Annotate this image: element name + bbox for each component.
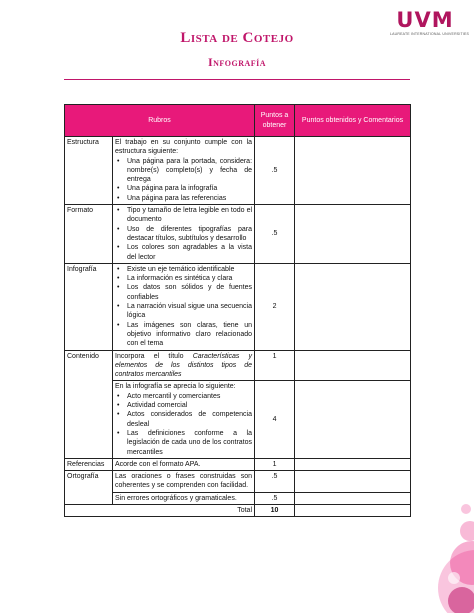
page-title: [0, 30, 474, 47]
table-row: [65, 263, 411, 350]
referencias-desc: Acorde con el formato APA.: [113, 458, 255, 470]
list-item: • La información es sintética y clara: [127, 274, 252, 283]
infografia-list: [115, 265, 252, 349]
decor-petal: [461, 504, 471, 514]
total-blank: [65, 504, 113, 516]
list-item: • Acto mercantil y comerciantes: [127, 392, 252, 401]
contenido-comments-1[interactable]: [295, 350, 411, 381]
total-comments[interactable]: [295, 504, 411, 516]
contenido-italic-title: Características y elementos de los distintos tipos de contratos mercantiles: [115, 352, 253, 379]
contenido-points-2: 4: [255, 381, 295, 458]
header-puntos: Puntos a obtener: [255, 105, 295, 137]
category-estructura: Estructura: [65, 137, 113, 205]
list-item: • Una página para la portada, considera: nombre(s) completo(s) y fecha de entrega: [127, 157, 252, 185]
formato-desc: [113, 205, 255, 264]
list-item: • Los colores son agradables a la vista del lector: [127, 243, 252, 262]
contenido-prefix: Incorpora el título: [115, 352, 193, 360]
list-item: • Una página para las referencias: [127, 194, 252, 203]
decor-petal: [460, 521, 474, 541]
list-item: • Actos considerados de competencia desleal: [127, 410, 252, 429]
formato-comments[interactable]: [295, 205, 411, 264]
table-row: [65, 205, 411, 264]
total-points: 10: [255, 504, 295, 516]
table-row: [65, 137, 411, 205]
contenido-desc-2: [113, 381, 255, 458]
estructura-intro: El trabajo en su conjunto cumple con la estructura siguiente:: [115, 139, 253, 156]
category-infografia: Infografía: [65, 263, 113, 350]
list-item: • Las imágenes son claras, tiene un objetivo informativo claro relacionado con el tema: [127, 321, 252, 349]
ortografia-desc-1: Las oraciones o frases construidas son coherentes y se comprenden con facilidad.: [113, 471, 255, 493]
list-item: • Existe un eje temático identificable: [127, 265, 252, 274]
contenido-intro: En la infografía se aprecia lo siguiente:: [115, 383, 236, 391]
table-row: [65, 350, 411, 381]
infografia-desc: [113, 263, 255, 350]
list-item: • Una página para la infografía: [127, 184, 252, 193]
contenido-desc-1: [113, 350, 255, 381]
header-rubros: Rubros: [65, 105, 255, 137]
ortografia-desc-2: Sin errores ortográficos y gramaticales.: [113, 492, 255, 504]
total-row: [65, 504, 411, 516]
page-subtitle: [0, 55, 474, 70]
estructura-points: .5: [255, 137, 295, 205]
formato-list: [115, 206, 252, 262]
table-row: [65, 458, 411, 470]
infografia-points: 2: [255, 263, 295, 350]
list-item: • Tipo y tamaño de letra legible en todo el documento: [127, 206, 252, 225]
total-label: Total: [113, 504, 255, 516]
ortografia-comments-2[interactable]: [295, 492, 411, 504]
category-referencias: Referencias: [65, 458, 113, 470]
contenido-list: [115, 392, 252, 457]
infografia-comments[interactable]: [295, 263, 411, 350]
estructura-desc: [113, 137, 255, 205]
estructura-comments[interactable]: [295, 137, 411, 205]
table-row: [65, 471, 411, 493]
category-contenido: Contenido: [65, 350, 113, 458]
logo-text: UVM: [396, 8, 454, 32]
decorative-flower-graphic: [414, 413, 474, 613]
ortografia-points-2: .5: [255, 492, 295, 504]
page-title-text: Lista de Cotejo: [180, 30, 294, 46]
referencias-comments[interactable]: [295, 458, 411, 470]
page-subtitle-text: Infografía: [207, 55, 267, 69]
checklist-table: [64, 104, 411, 517]
header-obtenidos: Puntos obtenidos y Comentarios: [295, 105, 411, 137]
list-item: • Actividad comercial: [127, 401, 252, 410]
table-row: [65, 492, 411, 504]
formato-points: .5: [255, 205, 295, 264]
category-ortografia: Ortografía: [65, 471, 113, 505]
list-item: • La narración visual sigue una secuencia lógica: [127, 302, 252, 321]
title-divider: [64, 79, 410, 80]
ortografia-comments-1[interactable]: [295, 471, 411, 493]
list-item: • Las definiciones conforme a la legislación de cada uno de los contratos mercantiles: [127, 429, 252, 457]
referencias-points: 1: [255, 458, 295, 470]
table-header-row: [65, 105, 411, 137]
category-formato: Formato: [65, 205, 113, 264]
logo-subtitle: LAUREATE INTERNATIONAL UNIVERSITIES: [390, 32, 470, 36]
list-item: • Los datos son sólidos y de fuentes confiables: [127, 283, 252, 302]
list-item: • Uso de diferentes tipografías para destacar títulos, subtítulos y desarrollo: [127, 225, 252, 244]
estructura-list: [115, 157, 252, 203]
table-row: [65, 381, 411, 458]
decor-petal: [448, 572, 460, 584]
contenido-comments-2[interactable]: [295, 381, 411, 458]
ortografia-points-1: .5: [255, 471, 295, 493]
contenido-points-1: 1: [255, 350, 295, 381]
